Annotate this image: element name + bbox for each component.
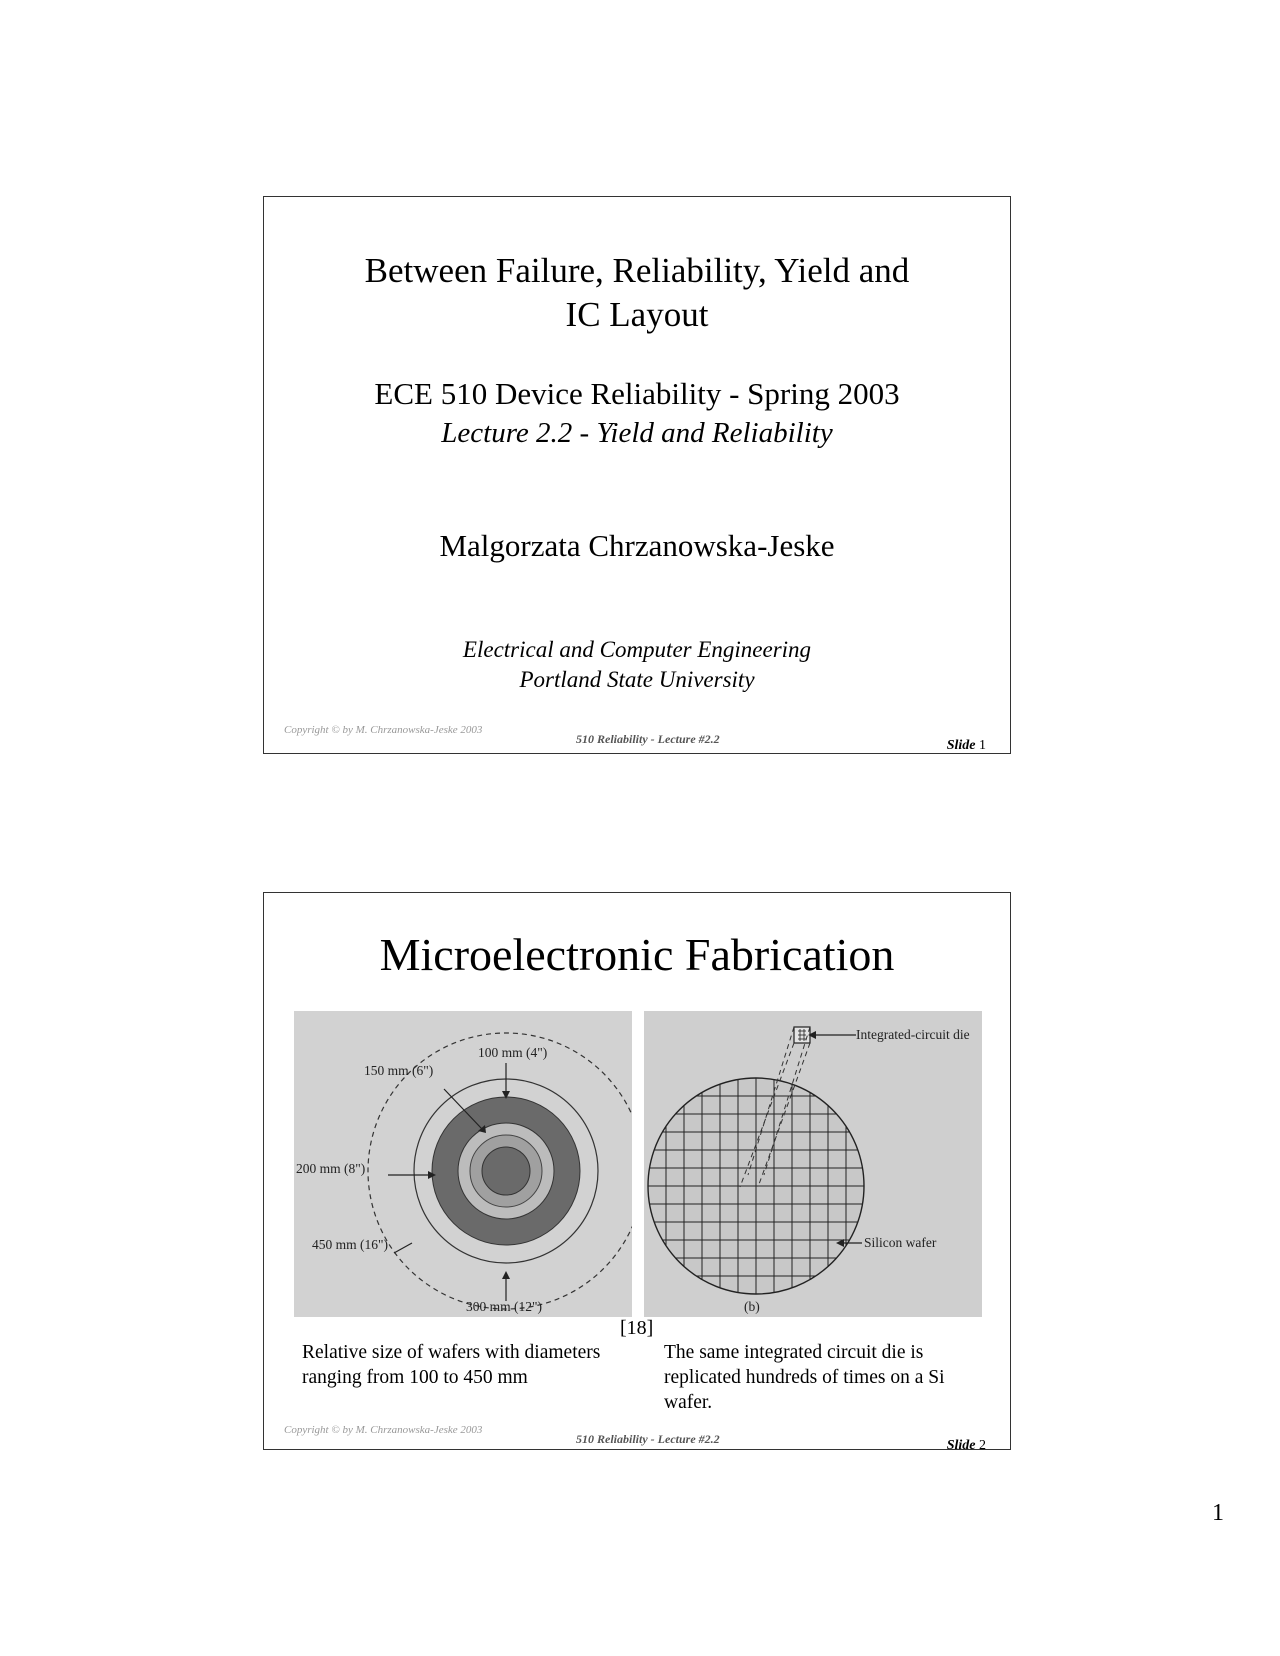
slide-number-value: 1 xyxy=(979,738,986,753)
department: Electrical and Computer Engineering xyxy=(462,637,812,662)
slide-number xyxy=(947,738,986,754)
university: Portland State University xyxy=(519,667,755,692)
slide-number xyxy=(947,1438,986,1454)
slide-footer: 510 Reliability - Lecture #2.2 xyxy=(576,1432,720,1446)
slide-2 xyxy=(263,892,1011,1453)
copyright-notice: Copyright © by M. Chrzanowska-Jeske 2003 xyxy=(284,724,483,736)
slide-title xyxy=(264,249,1010,337)
title-line-2: IC Layout xyxy=(565,295,709,334)
reference-citation: [18] xyxy=(620,1317,654,1339)
label-silicon-wafer: Silicon wafer xyxy=(864,1235,937,1250)
course-name: ECE 510 Device Reliability - Spring 2003 xyxy=(374,376,900,411)
slide-title: Microelectronic Fabrication xyxy=(379,929,895,980)
die-on-wafer-diagram xyxy=(644,1011,982,1317)
slide-number-value: 2 xyxy=(979,1438,986,1453)
copyright-notice: Copyright © by M. Chrzanowska-Jeske 2003 xyxy=(284,1424,483,1436)
wafer-sizes-figure xyxy=(294,1011,632,1317)
label-450mm: 450 mm (16") xyxy=(312,1237,389,1252)
caption-wafer-sizes: Relative size of wafers with diameters ranging from 100 to 450 mm xyxy=(302,1342,601,1388)
slide-label: Slide xyxy=(946,1438,976,1453)
panel-label: (b) xyxy=(744,1299,760,1314)
label-200mm: 200 mm (8") xyxy=(296,1161,366,1176)
lecture-title: Lecture 2.2 - Yield and Reliability xyxy=(441,417,833,449)
label-150mm: 150 mm (6") xyxy=(364,1063,434,1078)
caption-die-replication: The same integrated circuit die is replicated hundreds of times on a Si wafer. xyxy=(664,1342,945,1413)
slide-1 xyxy=(263,196,1011,754)
label-integrated-circuit-die: Integrated-circuit die xyxy=(856,1027,970,1042)
slide-label: Slide xyxy=(946,738,976,753)
title-line-1: Between Failure, Reliability, Yield and xyxy=(364,251,910,290)
label-100mm: 100 mm (4") xyxy=(478,1045,548,1060)
author-name: Malgorzata Chrzanowska-Jeske xyxy=(439,528,835,563)
label-300mm: 300 mm (12") xyxy=(466,1299,543,1314)
slide-footer: 510 Reliability - Lecture #2.2 xyxy=(576,732,720,746)
page-number: 1 xyxy=(1212,1500,1224,1526)
die-on-wafer-figure xyxy=(644,1011,982,1317)
